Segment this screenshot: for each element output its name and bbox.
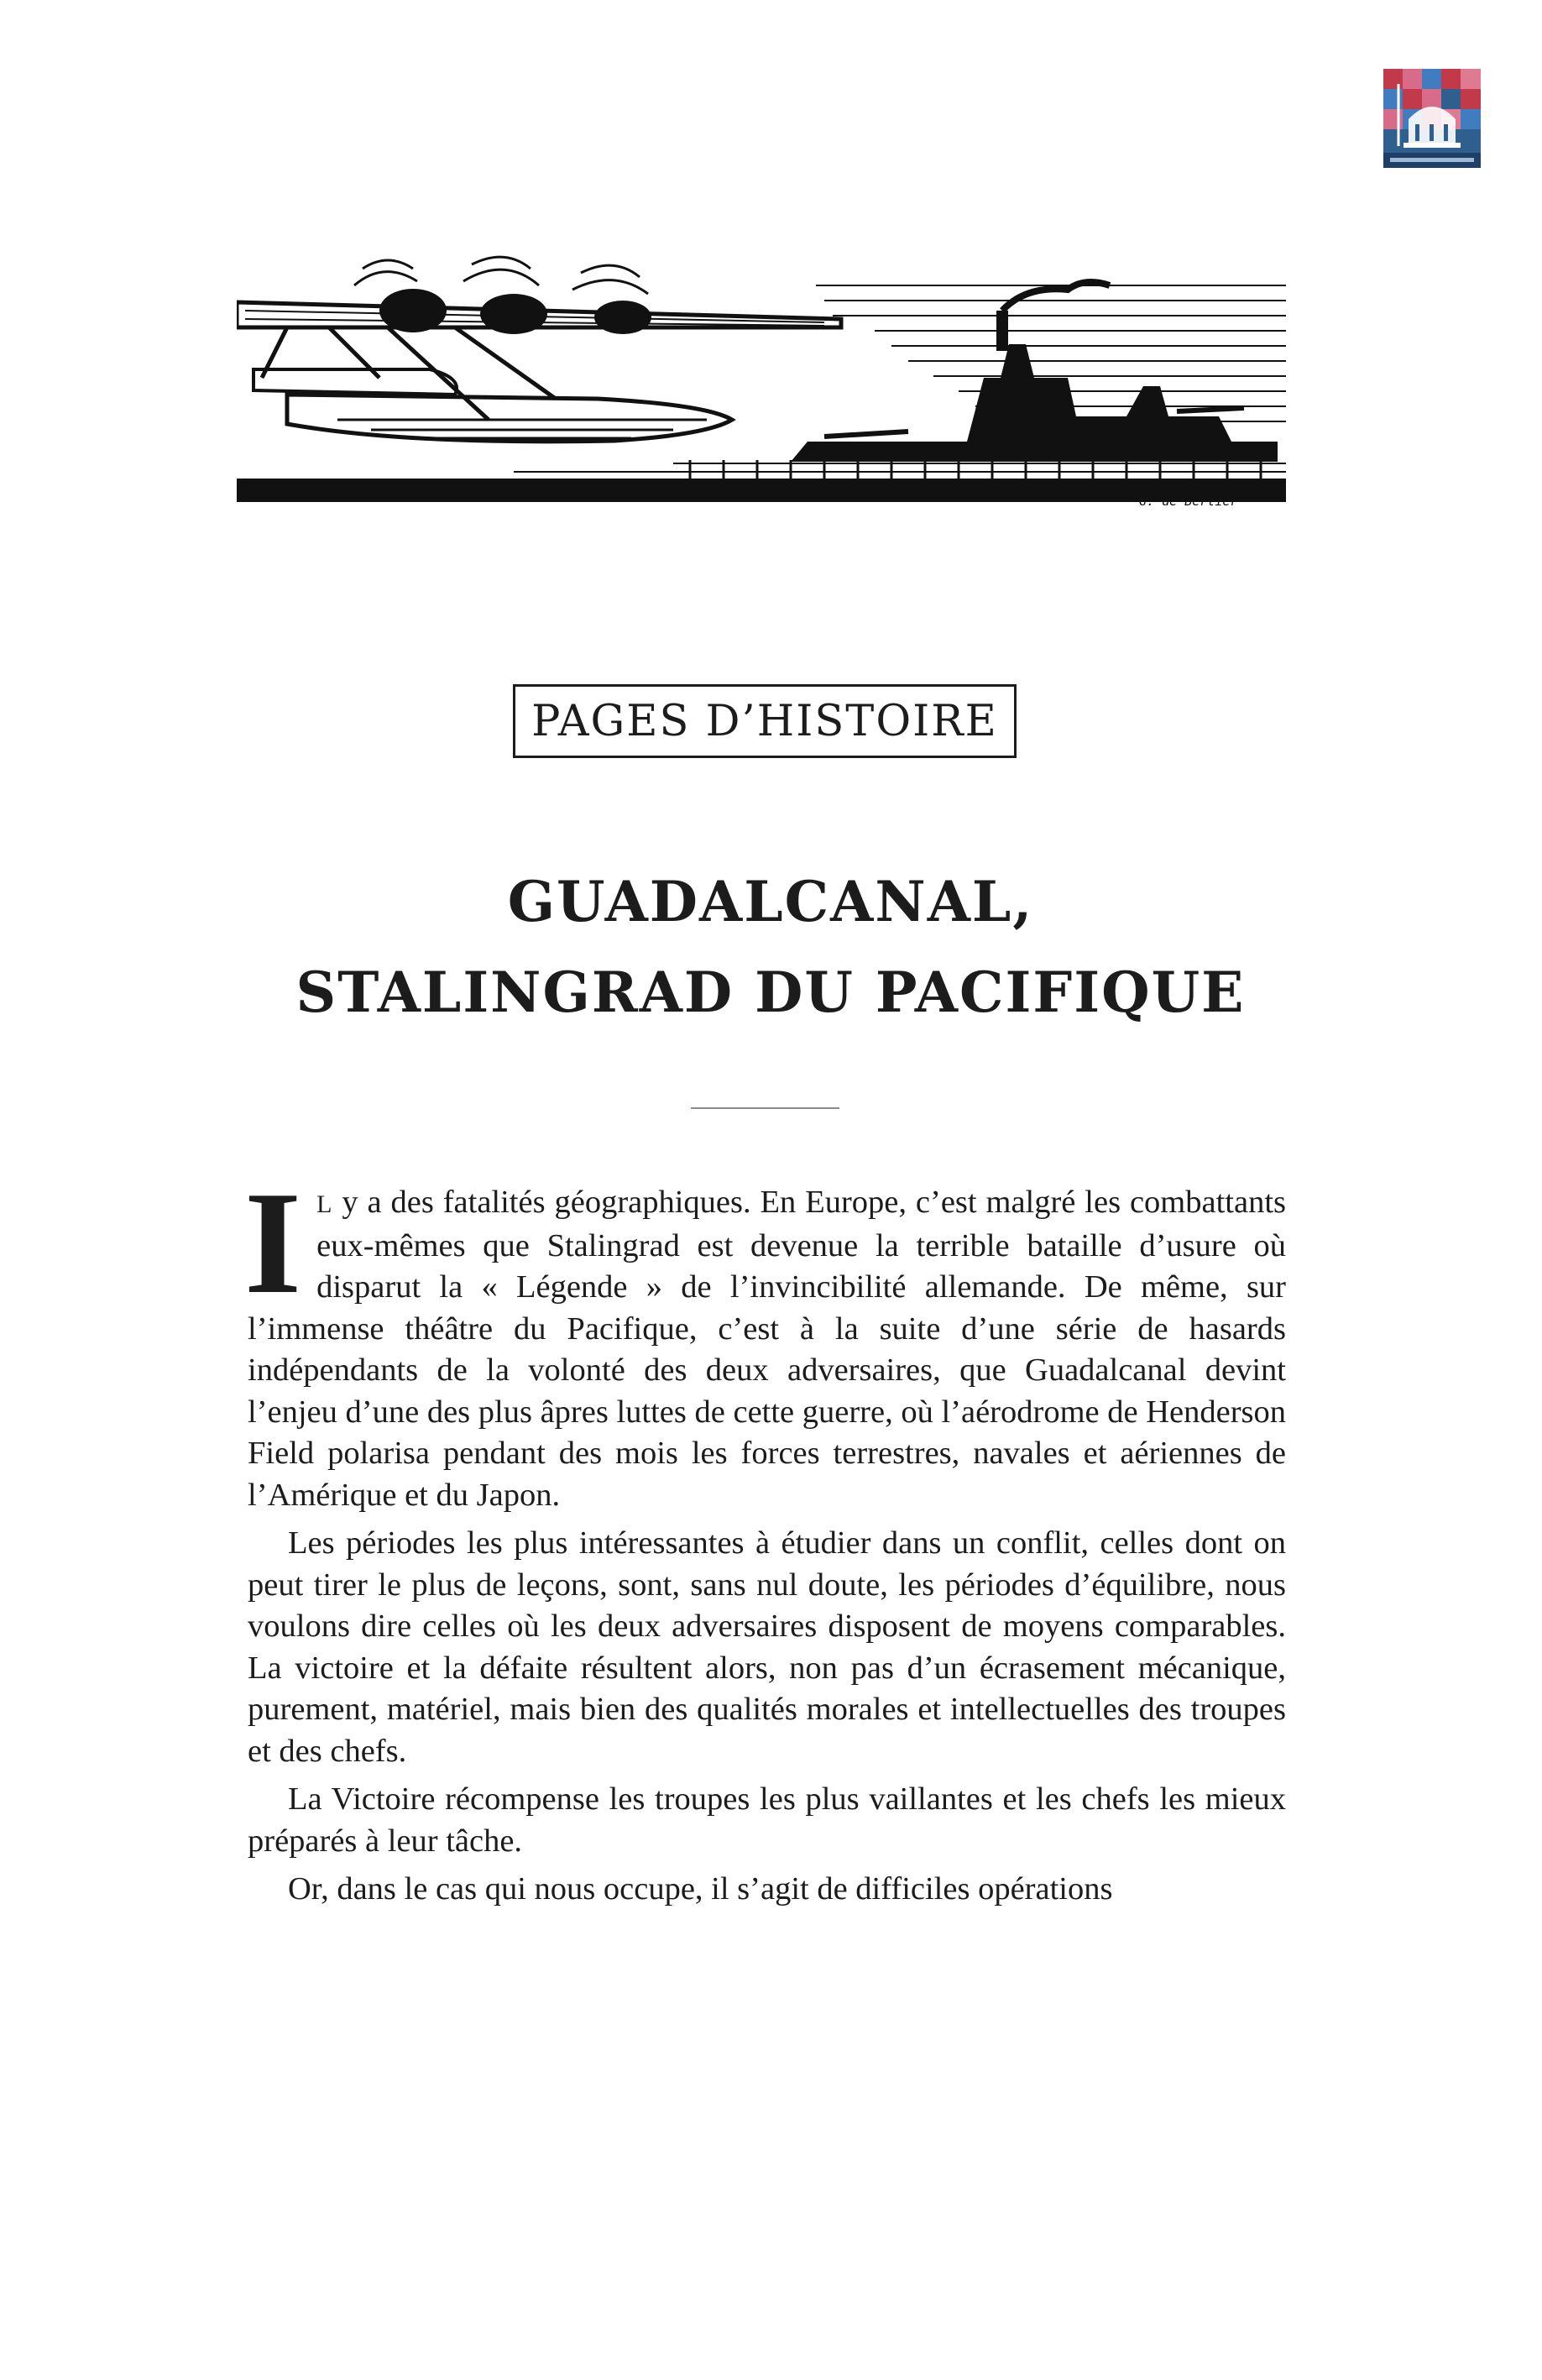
paragraph-3: La Victoire récompense les troupes les plus vaillantes et les chefs les mieux préparés à leur tâche. [248,1781,1286,1859]
title-divider [691,1107,839,1109]
paragraph-1 [244,1161,1286,1516]
paragraph-4: Or, dans le cas qui nous occupe, il s’agit de difficiles opérations [288,1871,1113,1907]
article-body [244,1161,1286,1917]
publisher-logo [1383,69,1481,168]
drop-cap: I [244,1161,302,1324]
illustration-signature: G. de Bertier [1139,494,1238,509]
section-label: PAGES D’HISTOIRE [513,684,1017,758]
article-title-line-1: GUADALCANAL, [507,869,1034,934]
first-word-smallcap: L [316,1190,333,1218]
paragraph-1-text: y a des fatalités géographiques. En Europe, c’est malgré les combattants eux-mêmes que Stalingrad est devenue la terrible bataille d’usure où disparut la « Légende » de l’invincibilité allemande. De même, sur l’immense théâtre du Pacifique, c’est à la suite d’une série de hasards indépendants de la volonté des deux adversaires, que Guadalcanal devint l’enjeu d’une des plus âpres luttes de cette guerre, où l’aérodrome de Henderson Field polarisa pendant des mois les forces terrestres, navales et aériennes de l’Amérique et du Japon. [248,1185,1286,1513]
paragraph-2: Les périodes les plus intéressantes à étudier dans un conflit, celles dont on peut tirer le plus de leçons, sont, sans nul doute, les périodes d’équilibre, nous voulons dire celles où les deux adversaires disposent de moyens comparables. La victoire et la défaite résultent alors, non pas d’un écrasement mécanique, purement, matériel, mais bien des qualités morales et intellectuelles des troupes et des chefs. [248,1525,1286,1769]
article-title [183,856,1358,1038]
seaplane-and-battleship-engraving-icon [237,252,1286,512]
article-title-line-2: STALINGRAD DU PACIFIQUE [295,960,1246,1025]
